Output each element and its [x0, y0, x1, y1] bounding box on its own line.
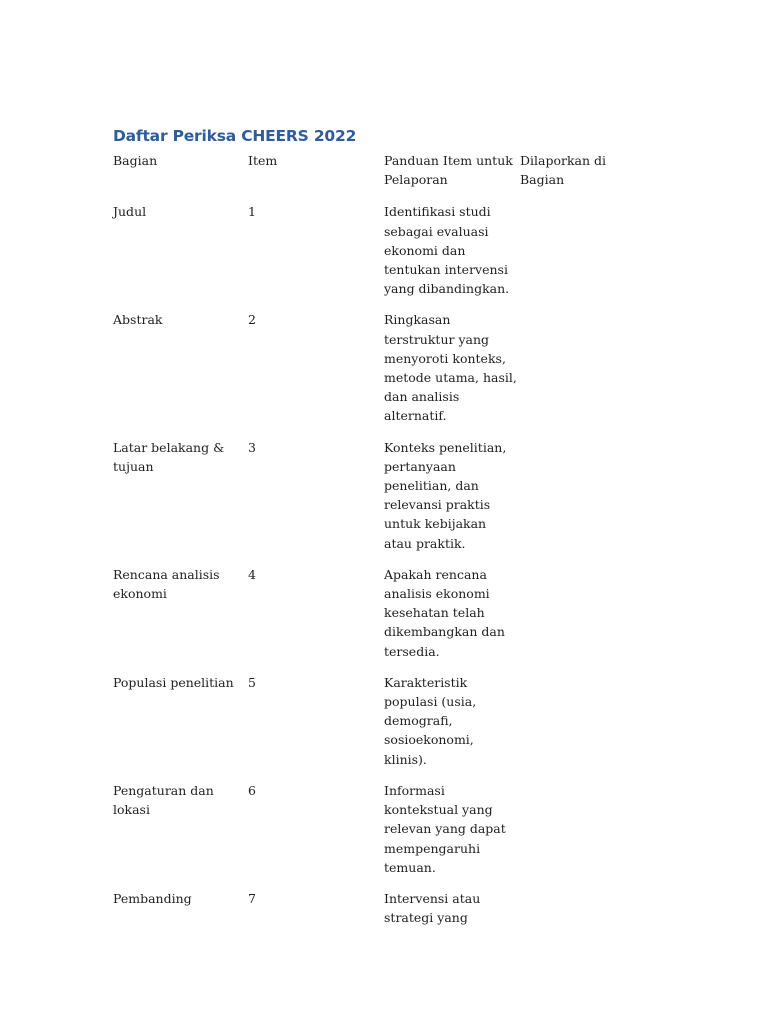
- row-item: 2: [248, 312, 256, 328]
- header-item: Item: [248, 153, 278, 168]
- row-guidance: Ringkasan terstruktur yang menyoroti konteks, metode utama, hasil, dan analisis alternatif.: [384, 312, 517, 424]
- row-section: Latar belakang & tujuan: [113, 439, 225, 474]
- table-row: [113, 565, 673, 661]
- row-reported: [520, 202, 640, 298]
- row-section: Pembanding: [113, 890, 192, 906]
- row-guidance: Konteks penelitian, pertanyaan penelitian, dan relevansi praktis untuk kebijakan atau praktik.: [384, 439, 507, 551]
- table-row: [113, 673, 673, 769]
- header-reported: Dilaporkan di Bagian: [520, 153, 607, 188]
- table-row: [113, 310, 673, 425]
- row-guidance: Informasi kontekstual yang relevan yang dapat mempengaruhi temuan.: [384, 782, 506, 875]
- table-row: [113, 438, 673, 553]
- row-item: 7: [248, 890, 256, 906]
- document-page: [113, 124, 673, 939]
- row-section: Judul: [113, 204, 147, 220]
- row-section: Pengaturan dan lokasi: [113, 782, 214, 818]
- row-guidance: Karakteristik populasi (usia, demografi, sosioekonomi, klinis).: [384, 674, 477, 767]
- row-item: 6: [248, 782, 256, 798]
- row-reported: [520, 438, 640, 553]
- row-item: 1: [248, 204, 256, 220]
- row-guidance: Intervensi atau strategi yang: [384, 890, 481, 926]
- header-section: Bagian: [113, 153, 158, 168]
- row-reported: [520, 310, 640, 425]
- row-reported: [520, 673, 640, 769]
- row-reported: [520, 565, 640, 661]
- table-row: [113, 781, 673, 877]
- header-guidance: Panduan Item untuk Pelaporan: [384, 153, 513, 188]
- row-section: Abstrak: [113, 312, 163, 328]
- table-row: [113, 202, 673, 298]
- row-item: 5: [248, 674, 256, 690]
- table-header-row: [113, 151, 673, 189]
- row-item: 3: [248, 439, 256, 455]
- row-item: 4: [248, 566, 256, 582]
- row-reported: [520, 889, 640, 927]
- row-guidance: Apakah rencana analisis ekonomi kesehatan telah dikembangkan dan tersedia.: [384, 566, 505, 659]
- row-guidance: Identifikasi studi sebagai evaluasi ekonomi dan tentukan intervensi yang dibandingkan.: [384, 204, 510, 297]
- row-section: Populasi penelitian: [113, 674, 234, 690]
- row-reported: [520, 781, 640, 877]
- table-row: [113, 889, 673, 927]
- document-title: Daftar Periksa CHEERS 2022: [113, 127, 357, 145]
- row-section: Rencana analisis ekonomi: [113, 566, 220, 602]
